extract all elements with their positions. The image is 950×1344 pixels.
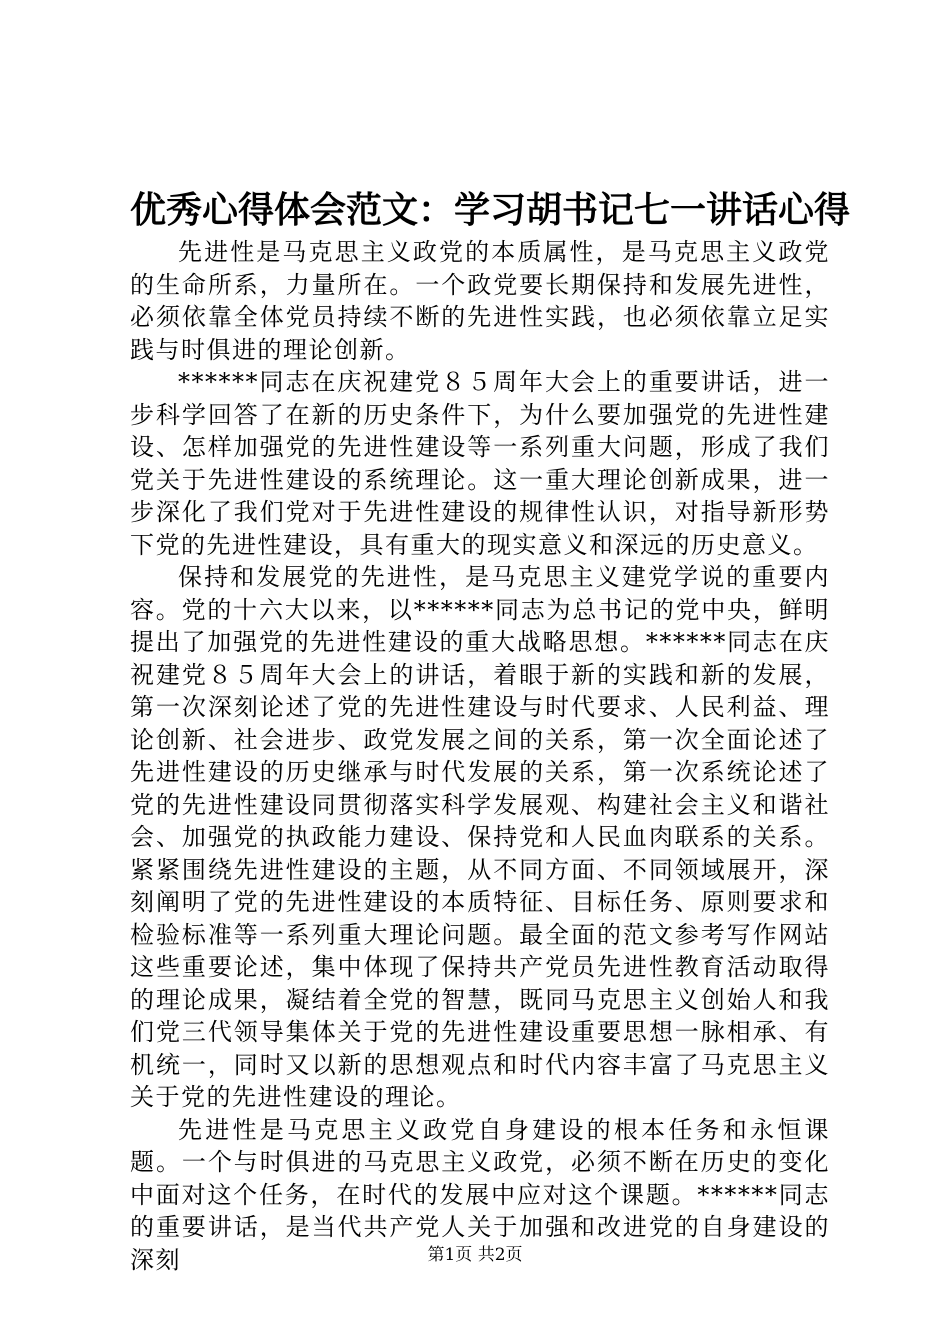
document-title: 优秀心得体会范文：学习胡书记七一讲话心得 — [130, 189, 851, 231]
paragraph-4: 先进性是马克思主义政党自身建设的根本任务和永恒课题。一个与时俱进的马克思主义政党，必须不断在历史的变化中面对这个任务，在时代的发展中应对这个课题。******同志的重要讲话，是当代共产党人关于加强和改进党的自身建设的深刻 — [130, 1115, 830, 1274]
paragraph-2: ******同志在庆祝建党８５周年大会上的重要讲话，进一步科学回答了在新的历史条件下，为什么要加强党的先进性建设、怎样加强党的先进性建设等一系列重大问题，形成了我们党关于先进性建设的系统理论。这一重大理论创新成果，进一步深化了我们党对于先进性建设的规律性认识，对指导新形势下党的先进性建设，具有重大的现实意义和深远的历史意义。 — [130, 368, 830, 559]
document-body — [130, 236, 830, 1276]
page-footer: 第1页 共2页 — [427, 1245, 523, 1265]
paragraph-1: 先进性是马克思主义政党的本质属性，是马克思主义政党的生命所系，力量所在。一个政党要长期保持和发展先进性，必须依靠全体党员持续不断的先进性实践，也必须依靠立足实践与时俱进的理论创新。 — [130, 238, 830, 364]
paragraph-3: 保持和发展党的先进性，是马克思主义建党学说的重要内容。党的十六大以来，以******同志为总书记的党中央，鲜明提出了加强党的先进性建设的重大战略思想。******同志在庆祝建党８５周年大会上的讲话，着眼于新的实践和新的发展，第一次深刻论述了党的先进性建设与时代要求、人民利益、理论创新、社会进步、政党发展之间的关系，第一次全面论述了先进性建设的历史继承与时代发展的关系，第一次系统论述了党的先进性建设同贯彻落实科学发展观、构建社会主义和谐社会、加强党的执政能力建设、保持党和人民血肉联系的关系。紧紧围绕先进性建设的主题，从不同方面、不同领域展开，深刻阐明了党的先进性建设的本质特征、目标任务、原则要求和检验标准等一系列重大理论问题。最全面的范文参考写作网站这些重要论述，集中体现了保持共产党员先进性教育活动取得的理论成果，凝结着全党的智慧，既同马克思主义创始人和我们党三代领导集体关于党的先进性建设重要思想一脉相承、有机统一，同时又以新的思想观点和时代内容丰富了马克思主义关于党的先进性建设的理论。 — [130, 563, 830, 1111]
